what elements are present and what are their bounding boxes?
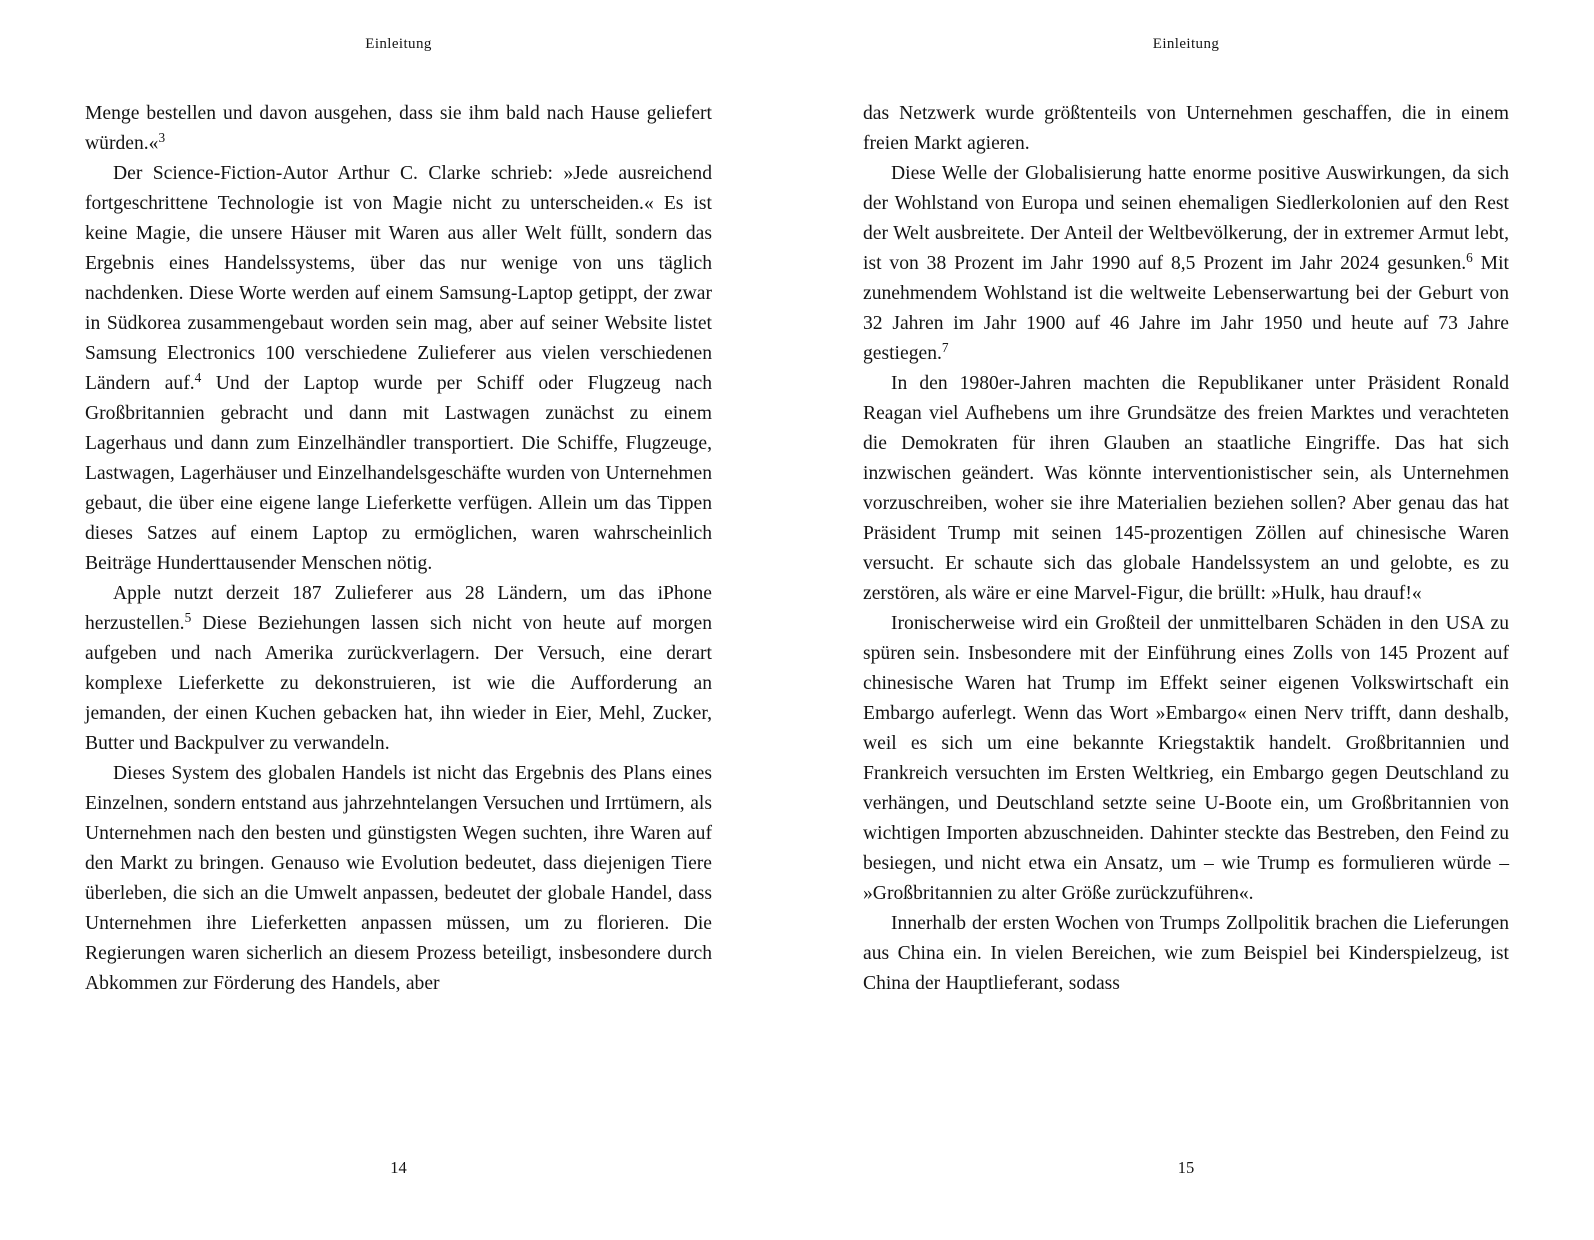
paragraph: Apple nutzt derzeit 187 Zulieferer aus 28 Ländern, um das iPhone herzustellen.$^5$ Diese Beziehungen lassen sich nicht von heute auf morgen aufgeben und nach Amerika zurückverlagern. Der Versuch, eine derart komplexe Lieferkette zu dekonstruieren, ist wie die Aufforderung an jemanden, der einen Kuchen gebacken hat, ihn wieder in Eier, Mehl, Zucker, Butter und Backpulver zu verwandeln. (85, 583, 712, 754)
paragraph: Diese Welle der Globalisierung hatte enorme positive Auswirkungen, da sich der Wohlstand von Europa und seinen ehemaligen Siedlerkolonien auf den Rest der Welt ausbreitete. Der Anteil der Weltbevölkerung, der in extremer Armut lebt, ist von 38 Prozent im Jahr 1990 auf 8,5 Prozent im Jahr 2024 gesunken.$^6$ Mit zunehmendem Wohlstand ist die weltweite Lebenserwartung bei der Geburt von 32 Jahren im Jahr 1900 auf 46 Jahre im Jahr 1950 und heute auf 73 Jahre gestiegen.$^7$ (863, 163, 1509, 364)
page-right (797, 0, 1594, 1240)
footnote-ref: 5 (184, 609, 192, 625)
text-column (863, 0, 1509, 1240)
paragraph: Menge bestellen und davon ausgehen, dass sie ihm bald nach Hause geliefert würden.«$^3$ (85, 103, 712, 154)
running-header: Einleitung (1152, 36, 1220, 52)
page-body (85, 99, 712, 999)
footnote-ref: 3 (158, 129, 166, 145)
page-body (863, 99, 1509, 999)
paragraph: Dieses System des globalen Handels ist nicht das Ergebnis des Plans eines Einzelnen, sondern entstand aus jahrzehntelangen Versuchen und Irrtümern, als Unternehmen nach den besten und günstigsten Wegen suchten, ihre Waren auf den Markt zu bringen. Genauso wie Evolution bedeutet, dass diejenigen Tiere überleben, die sich an die Umwelt anpassen, bedeutet der globale Handel, dass Unternehmen ihre Lieferketten anpassen müssen, um zu florieren. Die Regierungen waren sicherlich an diesem Prozess beteiligt, insbesondere durch Abkommen zur Förderung des Handels, aber (85, 763, 712, 994)
footnote-ref: 7 (941, 339, 949, 355)
text-column (85, 0, 712, 1240)
running-header: Einleitung (365, 36, 432, 52)
footnote-ref: 4 (194, 369, 202, 385)
footnote-ref: 6 (1466, 249, 1473, 265)
paragraph: Der Science-Fiction-Autor Arthur C. Clarke schrieb: »Jede ausreichend fortgeschrittene Technologie ist von Magie nicht zu unterscheiden.« Es ist keine Magie, die unsere Häuser mit Waren aus aller Welt füllt, sondern das Ergebnis eines Handelssystems, über das nur wenige von uns täglich nachdenken. Diese Worte werden auf einem Samsung-Laptop getippt, der zwar in Südkorea zusammengebaut worden sein mag, aber auf seiner Website listet Samsung Electronics 100 verschiedene Zulieferer aus vielen verschiedenen Ländern auf.$^4$ Und der Laptop wurde per Schiff oder Flugzeug nach Großbritannien gebracht und dann mit Lastwagen zunächst zu einem Lagerhaus und dann zum Einzelhändler transportiert. Die Schiffe, Flugzeuge, Lastwagen, Lagerhäuser und Einzelhandelsgeschäfte wurden von Unternehmen gebaut, die über eine eigene lange Lieferkette verfügen. Allein um das Tippen dieses Satzes auf einem Laptop zu ermöglichen, waren wahrscheinlich Beiträge Hunderttausender Menschen nötig. (85, 163, 712, 574)
paragraph: In den 1980er-Jahren machten die Republikaner unter Präsident Ronald Reagan viel Aufhebens um ihre Grundsätze des freien Marktes und verachteten die Demokraten für ihren Glauben an staatliche Eingriffe. Das hat sich inzwischen geändert. Was könnte interventionistischer sein, als Unternehmen vorzuschreiben, woher sie ihre Materialien beziehen sollen? Aber genau das hat Präsident Trump mit seinen 145-prozentigen Zöllen auf chinesische Waren versucht. Er schaute sich das globale Handelssystem an und gelobte, es zu zerstören, als wäre er eine Marvel-Figur, die brüllt: »Hulk, hau drauf!« (863, 373, 1509, 604)
paragraph: das Netzwerk wurde größtenteils von Unternehmen geschaffen, die in einem freien Markt agieren. (863, 103, 1509, 154)
page-number: 15 (1177, 1158, 1195, 1177)
page-number: 14 (390, 1158, 407, 1177)
paragraph: Ironischerweise wird ein Großteil der unmittelbaren Schäden in den USA zu spüren sein. Insbesondere mit der Einführung eines Zolls von 145 Prozent auf chinesische Waren hat Trump im Effekt seiner eigenen Volkswirtschaft ein Embargo auferlegt. Wenn das Wort »Embargo« einen Nerv trifft, dann deshalb, weil es sich um eine bekannte Kriegstaktik handelt. Großbritannien und Frankreich versuchten im Ersten Weltkrieg, ein Embargo gegen Deutschland zu verhängen, und Deutschland setzte seine U-Boote ein, um Großbritannien von wichtigen Importen abzuschneiden. Dahinter steckte das Bestreben, den Feind zu besiegen, und nicht etwa ein Ansatz, um – wie Trump es formulieren würde – »Großbritannien zu alter Größe zurückzuführen«. (863, 613, 1509, 904)
paragraph: Innerhalb der ersten Wochen von Trumps Zollpolitik brachen die Lieferungen aus China ein. In vielen Bereichen, wie zum Beispiel bei Kinderspielzeug, ist China der Hauptlieferant, sodass (863, 913, 1509, 994)
